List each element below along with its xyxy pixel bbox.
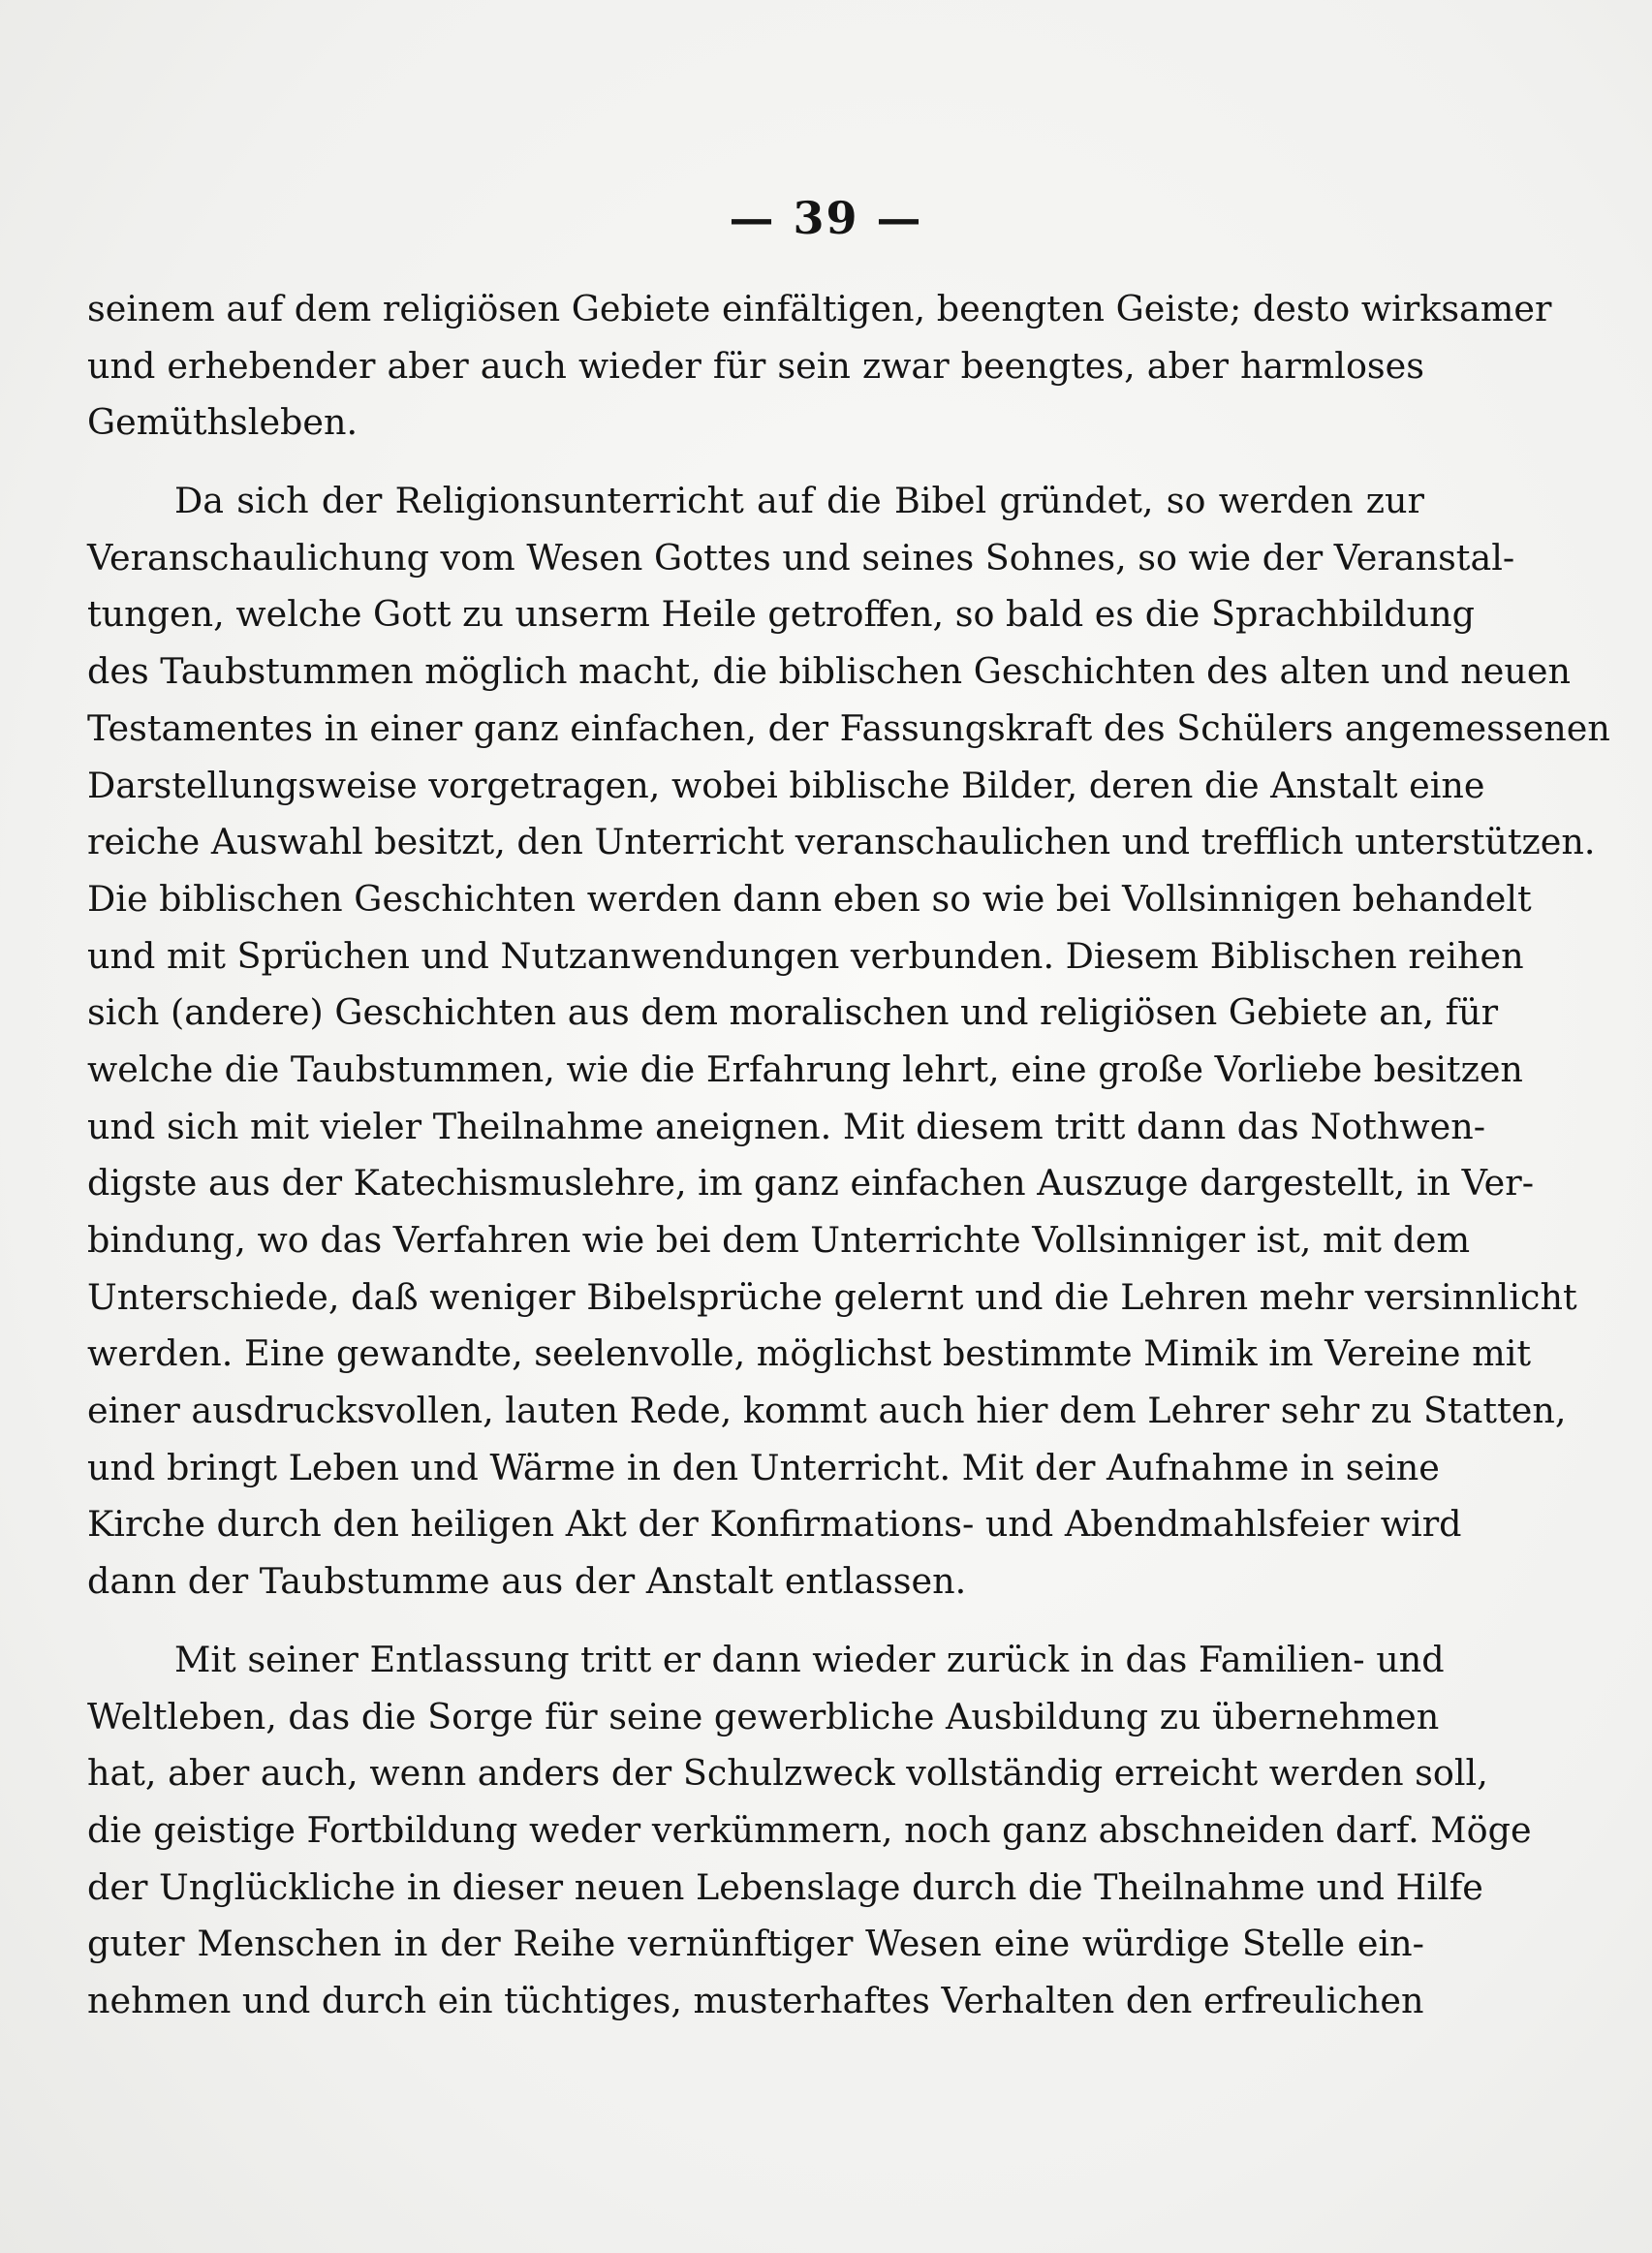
text-line: Weltleben, das die Sorge für seine gewerbliche Ausbildung zu übernehmen <box>87 1695 1440 1737</box>
paragraph <box>87 1632 1532 2030</box>
text-line: einer ausdrucksvollen, lauten Rede, kommt auch hier dem Lehrer sehr zu Statten, <box>87 1390 1567 1432</box>
text-line: dann der Taubstumme aus der Anstalt entlassen. <box>87 1560 967 1603</box>
text-line: werden. Eine gewandte, seelenvolle, möglichst bestimmte Mimik im Vereine mit <box>87 1332 1532 1375</box>
text-line: die geistige Fortbildung weder verkümmern, noch ganz abschneiden darf. Möge <box>87 1808 1532 1851</box>
text-line: welche die Taubstummen, wie die Erfahrung lehrt, eine große Vorliebe besitzen <box>87 1048 1523 1090</box>
text-line: Testamentes in einer ganz einfachen, der Fassungskraft des Schülers angemessenen <box>87 706 1610 749</box>
text-line: Gemüthsleben. <box>87 401 358 444</box>
paragraph <box>87 473 1610 1611</box>
text-line: Kirche durch den heiligen Akt der Konfirmations- und Abendmahlsfeier wird <box>87 1503 1462 1546</box>
text-line: des Taubstummen möglich macht, die biblischen Geschichten des alten und neuen <box>87 650 1571 693</box>
text-line: tungen, welche Gott zu unserm Heile getroffen, so bald es die Sprachbildung <box>87 593 1475 636</box>
text-line: sich (andere) Geschichten aus dem moralischen und religiösen Gebiete an, für <box>87 991 1499 1034</box>
text-line: Darstellungsweise vorgetragen, wobei biblische Bilder, deren die Anstalt eine <box>87 764 1485 806</box>
body-text <box>87 281 1610 2030</box>
paragraph-gap <box>87 1611 1424 1632</box>
text-line: seinem auf dem religiösen Gebiete einfältigen, beengten Geiste; desto wirksamer <box>87 288 1552 329</box>
text-line: Da sich der Religionsunterricht auf die Bibel gründet, so werden zur <box>174 480 1424 522</box>
text-line: Unterschiede, daß weniger Bibelsprüche gelernt und die Lehren mehr versinnlicht <box>87 1275 1577 1318</box>
text-line: und sich mit vieler Theilnahme aneignen. Mit diesem tritt dann das Nothwen- <box>87 1105 1486 1147</box>
paragraph <box>87 281 1552 452</box>
text-line: digste aus der Katechismuslehre, im ganz einfachen Auszuge dargestellt, in Ver- <box>87 1162 1535 1205</box>
text-line: guter Menschen in der Reihe vernünftiger Wesen eine würdige Stelle ein- <box>87 1923 1424 1965</box>
text-line: Mit seiner Entlassung tritt er dann wieder zurück in das Familien- und <box>174 1638 1445 1680</box>
text-line: und mit Sprüchen und Nutzanwendungen verbunden. Diesem Biblischen reihen <box>87 934 1524 977</box>
text-line: bindung, wo das Verfahren wie bei dem Unterrichte Vollsinniger ist, mit dem <box>87 1219 1471 1261</box>
text-line: Veranschaulichung vom Wesen Gottes und seines Sohnes, so wie der Veranstal- <box>87 536 1515 579</box>
text-line: Die biblischen Geschichten werden dann eben so wie bei Vollsinnigen behandelt <box>87 877 1532 920</box>
paragraph-gap <box>87 452 1424 473</box>
page-number: — 39 — <box>729 192 923 244</box>
text-line: der Unglückliche in dieser neuen Lebenslage durch die Theilnahme und Hilfe <box>87 1865 1483 1908</box>
text-line: und erhebender aber auch wieder für sein zwar beengtes, aber harmloses <box>87 344 1424 387</box>
text-line: und bringt Leben und Wärme in den Unterricht. Mit der Aufnahme in seine <box>87 1446 1440 1488</box>
text-line: nehmen und durch ein tüchtiges, musterhaftes Verhalten den erfreulichen <box>87 1979 1424 2021</box>
text-line: hat, aber auch, wenn anders der Schulzweck vollständig erreicht werden soll, <box>87 1752 1488 1795</box>
text-line: reiche Auswahl besitzt, den Unterricht veranschaulichen und trefflich unterstützen. <box>87 821 1596 863</box>
